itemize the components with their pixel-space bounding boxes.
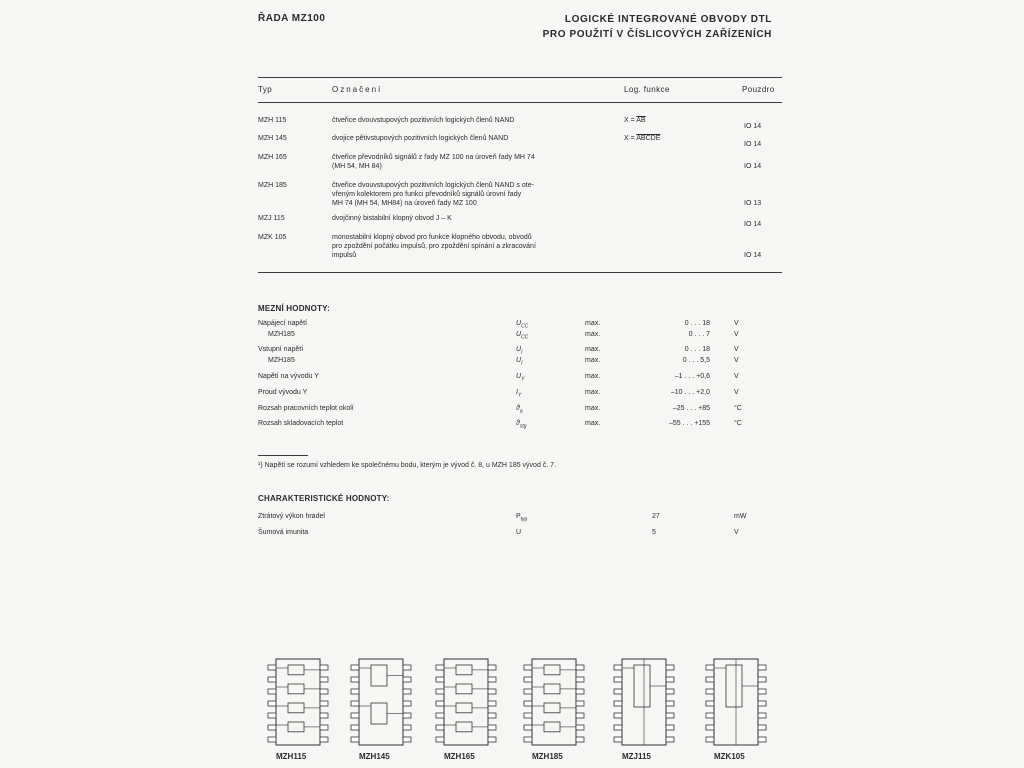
designation-line: dvojice pětivstupových pozitivních logických členů NAND <box>332 135 509 142</box>
symbol: I <box>516 389 518 396</box>
chip-diagram <box>430 655 502 750</box>
chip-pinout-svg <box>345 655 417 750</box>
characteristics-title: CHARAKTERISTICKÉ HODNOTY: <box>258 494 390 503</box>
col-header-package: Pouzdro <box>742 85 775 94</box>
function-prefix: X = <box>624 135 637 142</box>
limit-value: –25 . . . +85 <box>672 405 710 412</box>
limits-title: MEZNÍ HODNOTY: <box>258 304 330 313</box>
title-line-1: LOGICKÉ INTEGROVANÉ OBVODY DTL <box>564 14 772 25</box>
designation-line: vřeným kolektorem pro funkci převodníků signálů úrovní řady <box>332 191 522 198</box>
limit-kind: max. <box>585 420 601 427</box>
chip-diagram <box>345 655 417 750</box>
row-function <box>624 116 646 125</box>
limit-symbol <box>516 404 523 416</box>
designation-line: čtveřice dvouvstupových pozitivních logických členů NAND s ote- <box>332 182 534 189</box>
limit-value: –55 . . . +155 <box>668 420 710 427</box>
chip-diagram <box>262 655 334 750</box>
row-package: IO 13 <box>744 200 762 207</box>
function-expression: $\overline{AB}$ <box>636 117 646 124</box>
limit-kind: max. <box>585 320 601 327</box>
series-title: ŘADA MZ100 <box>258 13 326 24</box>
limit-unit: V <box>734 373 739 380</box>
symbol: U <box>516 331 522 338</box>
row-designation <box>332 134 508 143</box>
designation-line: monostabilní klopný obvod pro funkce klopného obvodu, obvodů <box>332 234 532 241</box>
chip-pinout-svg <box>700 655 772 750</box>
designation-line: pro zpoždění počátku impulsů, pro zpoždění spínání a zkracování <box>332 243 536 250</box>
row-designation <box>332 153 535 171</box>
designation-line: (MH 54, MH 84) <box>332 163 382 170</box>
chip-label: MZH115 <box>276 752 307 761</box>
symbol-subscript: Y <box>517 392 522 399</box>
row-designation <box>332 233 536 260</box>
designation-line: MH 74 (MH 54, MH84) na úroveň řady MZ 100 <box>332 200 477 207</box>
row-package: IO 14 <box>744 141 762 148</box>
symbol-subscript: I <box>521 349 523 356</box>
limit-unit: °C <box>734 405 742 412</box>
limit-unit: V <box>734 357 739 364</box>
limit-kind: max. <box>585 405 601 412</box>
limit-symbol <box>516 419 527 431</box>
symbol: U <box>516 373 522 380</box>
row-package: IO 14 <box>744 252 762 259</box>
table-top-rule <box>258 77 782 78</box>
limit-unit: V <box>734 346 739 353</box>
chip-label: MZH165 <box>444 752 475 761</box>
symbol: U <box>516 357 522 364</box>
table-bottom-rule <box>258 272 782 273</box>
limit-value: 0 . . . 7 <box>688 331 710 338</box>
row-function <box>624 134 660 143</box>
limit-name: Rozsah pracovních teplot okolí <box>258 405 354 412</box>
symbol-subscript: CC <box>521 334 529 341</box>
row-package: IO 14 <box>744 221 762 228</box>
function-expression: ABCDE <box>636 135 661 142</box>
limit-kind: max. <box>585 389 601 396</box>
col-header-designation: Označení <box>332 85 383 94</box>
function-prefix: X = <box>624 117 637 124</box>
symbol-subscript: stg <box>519 423 527 430</box>
row-type: MZJ 115 <box>258 215 285 222</box>
limit-value: 0 . . . 5,5 <box>682 357 710 364</box>
limit-value: –10 . . . +2,0 <box>670 389 710 396</box>
chip-diagram <box>608 655 680 750</box>
chip-pinout-svg <box>262 655 334 750</box>
limit-value: 0 . . . 18 <box>684 320 710 327</box>
chip-label: MZH145 <box>359 752 390 761</box>
row-type: MZH 165 <box>258 154 287 161</box>
chip-pinout-svg <box>518 655 590 750</box>
char-name: Ztrátový výkon hradel <box>258 513 325 520</box>
chip-pinout-svg <box>608 655 680 750</box>
row-package: IO 14 <box>744 163 762 170</box>
symbol: ϑ <box>516 420 520 427</box>
char-unit: mW <box>734 513 747 520</box>
limit-name: Rozsah skladovacích teplot <box>258 420 344 427</box>
limit-symbol <box>516 330 528 342</box>
limit-unit: V <box>734 320 739 327</box>
chip-diagram <box>518 655 590 750</box>
symbol: U <box>516 320 522 327</box>
limit-value: 0 . . . 18 <box>684 346 710 353</box>
symbol: U <box>516 346 522 353</box>
symbol: U <box>516 529 522 536</box>
limit-kind: max. <box>585 357 601 364</box>
limit-name: Vstupní napětí <box>258 346 304 353</box>
chip-pinout-svg <box>430 655 502 750</box>
limit-name: Napájecí napětí <box>258 320 308 327</box>
char-name: Šumová imunita <box>258 529 309 536</box>
footnote-rule <box>258 455 308 456</box>
chip-label: MZJ115 <box>622 752 651 761</box>
limit-unit: V <box>734 389 739 396</box>
symbol-subscript: a <box>519 408 523 415</box>
char-symbol <box>516 528 521 540</box>
char-value: 27 <box>652 513 660 520</box>
limit-value: –1 . . . +0,6 <box>674 373 710 380</box>
symbol: P <box>516 513 521 520</box>
symbol-subscript: typ <box>520 516 528 523</box>
designation-line: dvojčinný bistabilní klopný obvod J – K <box>332 215 452 222</box>
limit-symbol <box>516 372 524 384</box>
symbol: ϑ <box>516 405 520 412</box>
row-type: MZK 105 <box>258 234 287 241</box>
document-title <box>528 12 772 42</box>
limit-symbol <box>516 388 521 400</box>
row-type: MZH 185 <box>258 182 287 189</box>
limit-kind: max. <box>585 373 601 380</box>
char-value: 5 <box>652 529 656 536</box>
col-header-type: Typ <box>258 85 273 94</box>
row-designation <box>332 181 534 208</box>
footnote: ¹) Napětí se rozumí vzhledem ke společnému bodu, kterým je vývod č. 8, u MZH 185 vývod č. 7. <box>258 462 557 469</box>
limit-name: MZH185 <box>268 357 295 364</box>
designation-line: impulsů <box>332 252 357 259</box>
col-header-function: Log. funkce <box>624 85 670 94</box>
chip-label: MZK105 <box>714 752 745 761</box>
symbol-subscript: Y <box>521 376 525 383</box>
limit-kind: max. <box>585 346 601 353</box>
limit-unit: °C <box>734 420 742 427</box>
designation-line: čtveřice převodníků signálů z řady MZ 100 na úroveň řady MH 74 <box>332 154 535 161</box>
limit-name: Proud vývodu Y <box>258 389 308 396</box>
chip-label: MZH185 <box>532 752 563 761</box>
row-package: IO 14 <box>744 123 762 130</box>
symbol-subscript: CC <box>521 323 529 330</box>
char-symbol <box>516 512 527 524</box>
designation-line: čtveřice dvouvstupových pozitivních logických členů NAND <box>332 117 515 124</box>
limit-unit: V <box>734 331 739 338</box>
title-line-2: PRO POUŽITÍ V ČÍSLICOVÝCH ZAŘÍZENÍCH <box>542 29 772 40</box>
row-designation <box>332 214 452 223</box>
limit-name: Napětí na vývodu Y <box>258 373 319 380</box>
limit-kind: max. <box>585 331 601 338</box>
row-type: MZH 145 <box>258 135 287 142</box>
table-header-rule <box>258 102 782 103</box>
chip-diagram <box>700 655 772 750</box>
row-type: MZH 115 <box>258 117 287 124</box>
limit-name: MZH185 <box>268 331 295 338</box>
char-unit: V <box>734 529 739 536</box>
limit-symbol <box>516 356 522 368</box>
symbol-subscript: I <box>521 360 523 367</box>
row-designation <box>332 116 514 125</box>
